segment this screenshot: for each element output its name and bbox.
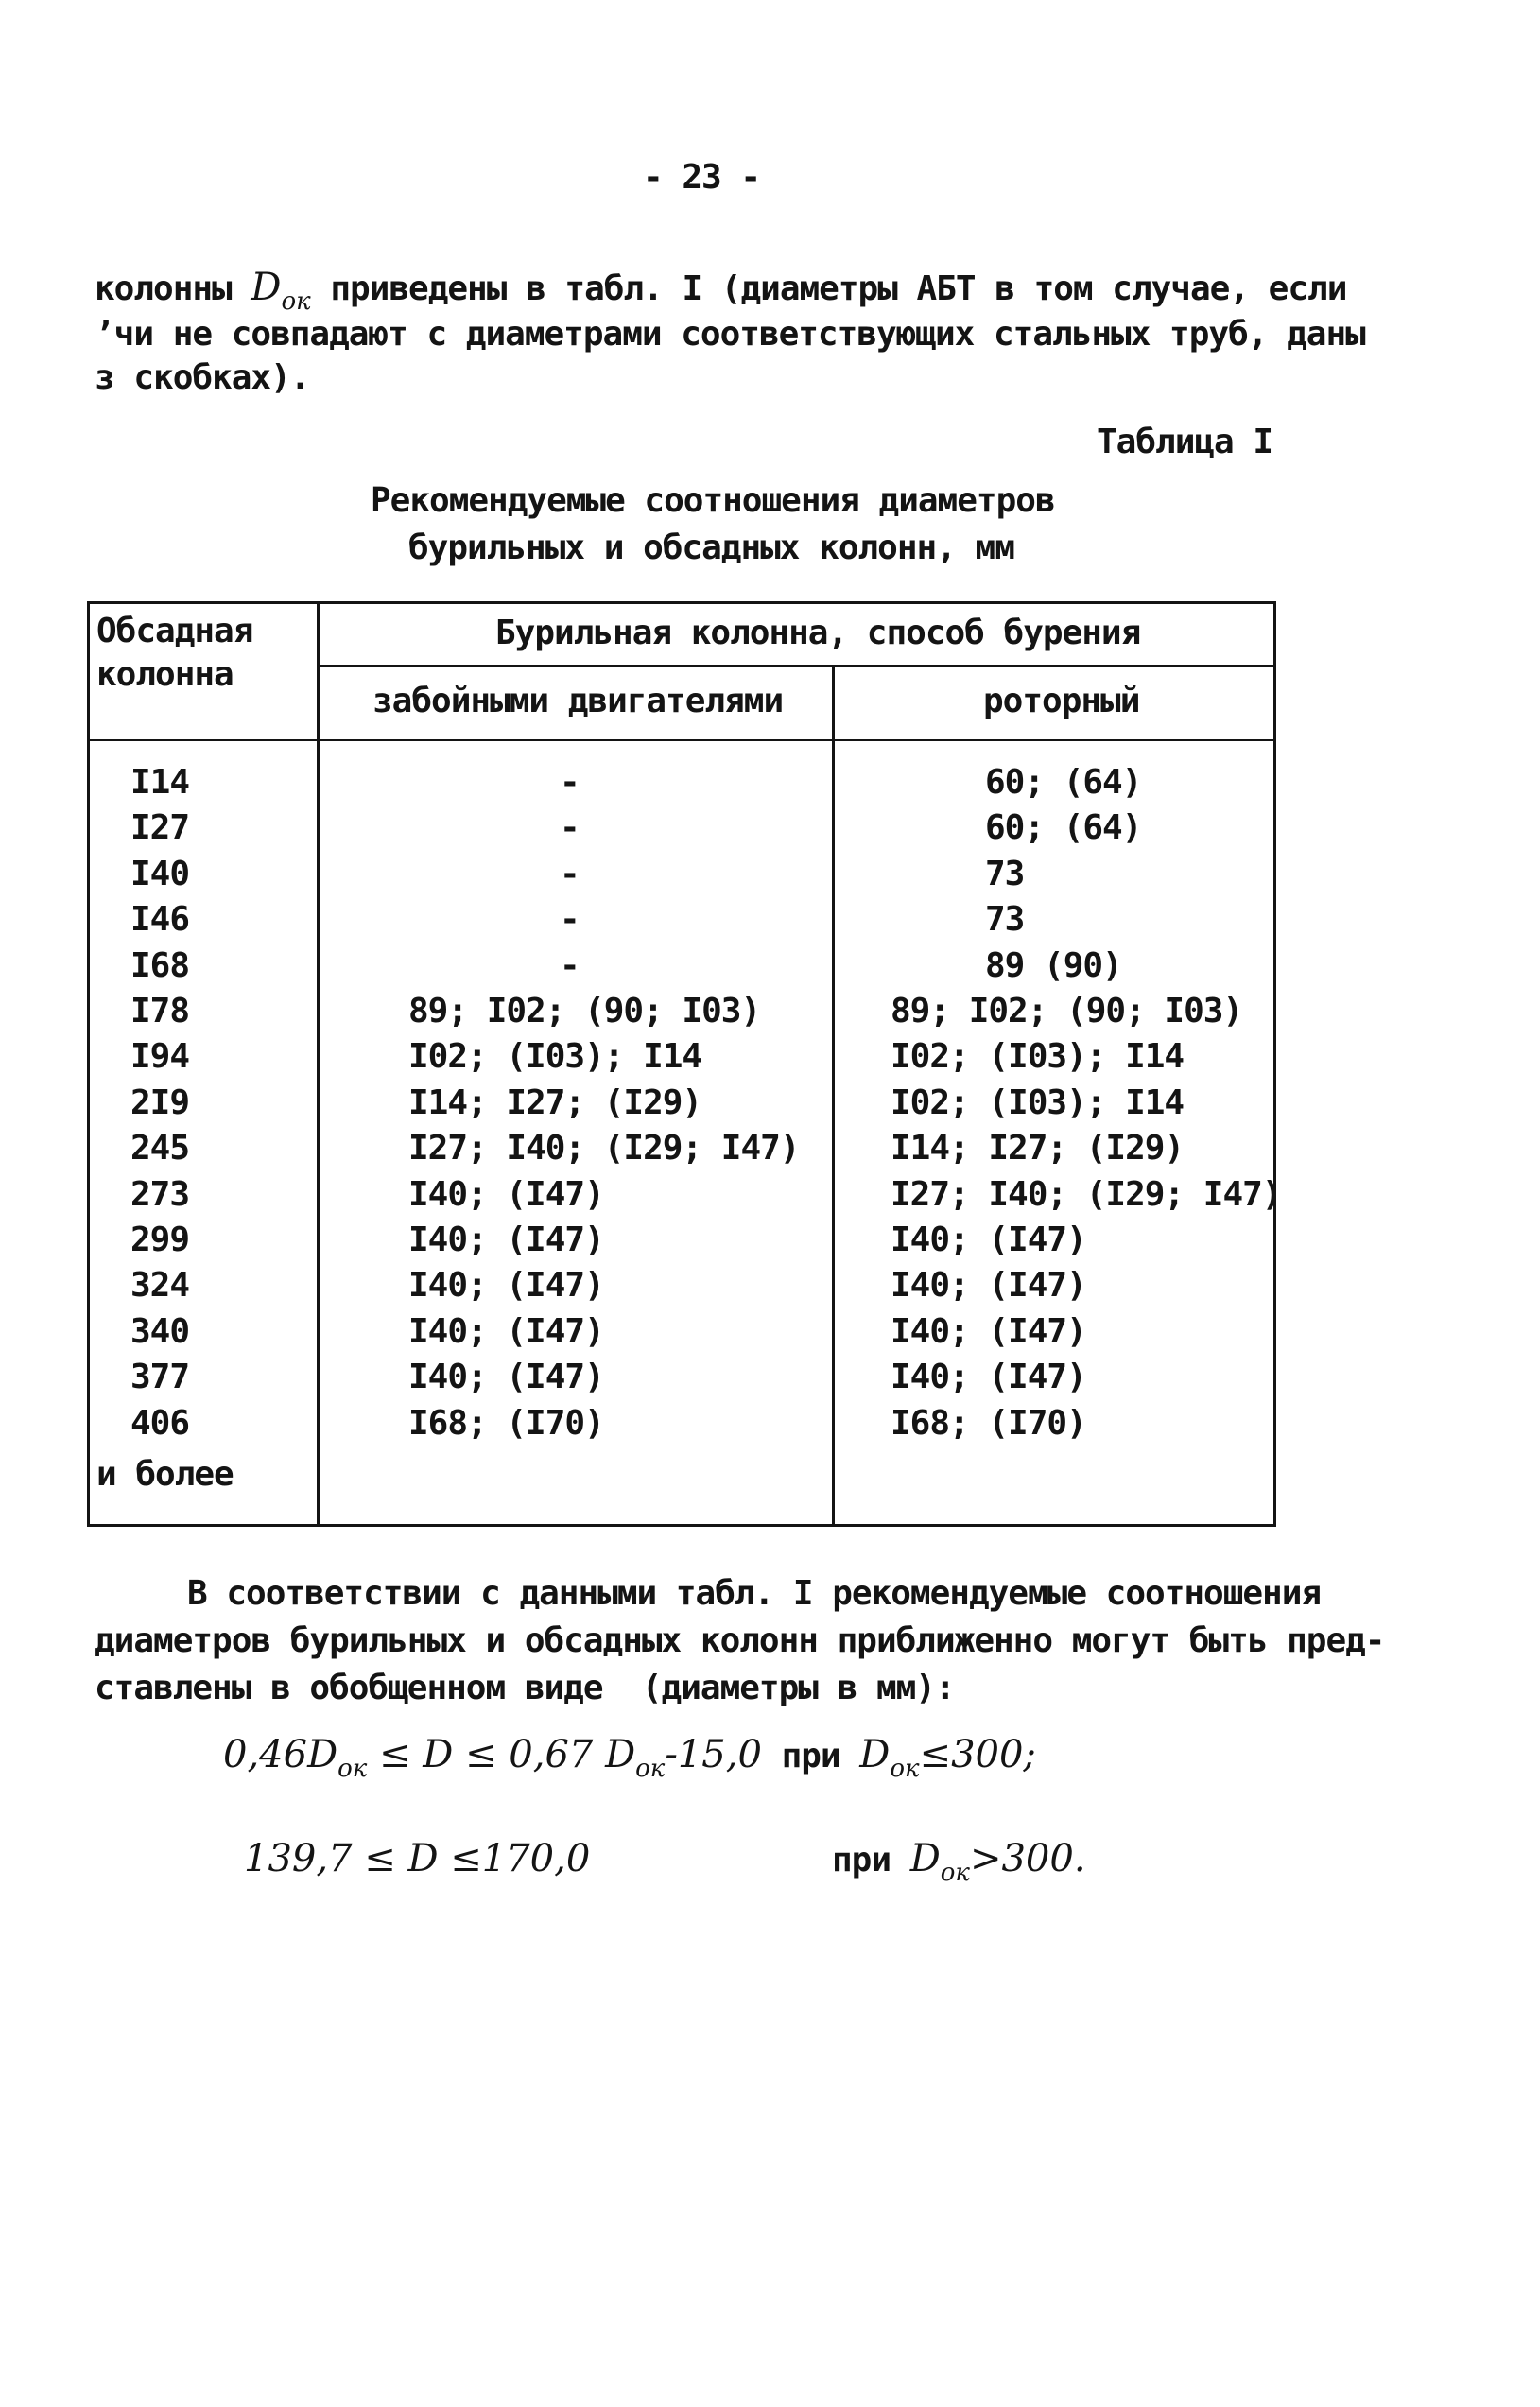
cell-downhole: I40; (I47) <box>408 1266 604 1306</box>
cell-downhole: I27; I40; (I29; I47) <box>408 1129 800 1169</box>
table-border-bottom <box>87 1524 1276 1527</box>
cell-rotary: I40; (I47) <box>891 1221 1086 1259</box>
table-label: Таблица I <box>1097 423 1273 461</box>
cell-rotary: 73 <box>985 900 1025 940</box>
cell-downhole: I40; (I47) <box>408 1221 604 1259</box>
conclusion-line-1: В соответствии с данными табл. I рекомендуемые соотношения <box>187 1574 1322 1613</box>
cell-downhole: 89; I02; (90; I03) <box>408 992 761 1030</box>
header-casing-line-2: колонна <box>96 655 234 694</box>
cell-rotary: I40; (I47) <box>891 1311 1086 1351</box>
cell-casing: 377 <box>130 1358 190 1397</box>
cell-rotary: I14; I27; (I29) <box>891 1129 1185 1169</box>
cell-rotary: I02; (I03); I14 <box>891 1082 1185 1122</box>
intro-line-1: колонны $D_{ок}$ приведены в табл. I (диаметры АБТ в том случае, если <box>95 266 1347 316</box>
cell-rotary: I40; (I47) <box>891 1358 1086 1397</box>
cell-downhole: I68; (I70) <box>408 1403 604 1443</box>
formula-1: $0,46D_{ок} \le D \le 0,67$ $D_{ок}-15,0$ при $D_{ок}\le 300$; <box>223 1733 1036 1783</box>
cell-rotary: I40; (I47) <box>891 1266 1086 1306</box>
cell-downhole: I40; (I47) <box>408 1311 604 1351</box>
table-header-divider-1 <box>317 665 1276 667</box>
header-rotary: роторный <box>983 682 1140 720</box>
cell-rotary: 73 <box>985 854 1025 893</box>
cell-downhole: I40; (I47) <box>408 1358 604 1397</box>
cell-rotary: 89; I02; (90; I03) <box>891 992 1243 1030</box>
conclusion-line-3: ставлены в обобщенном виде (диаметры в мм): <box>95 1669 955 1707</box>
formula-2-left: 139,7 ≤ D ≤170,0 <box>244 1837 591 1880</box>
cell-casing: I78 <box>130 992 190 1030</box>
formula-2-right: при $D_{ок}>300$. <box>832 1837 1086 1887</box>
intro-line-3: з скобках). <box>95 358 310 397</box>
cell-casing: 245 <box>130 1129 190 1169</box>
cell-rotary: I68; (I70) <box>891 1403 1086 1443</box>
header-drill-string: Бурильная колонна, способ бурения <box>495 614 1141 652</box>
conclusion-line-2: диаметров бурильных и обсадных колонн приближенно могут быть пред- <box>95 1621 1385 1660</box>
cell-rotary: 89 (90) <box>985 945 1122 985</box>
cell-rotary: I02; (I03); I14 <box>891 1037 1185 1077</box>
cell-downhole: I40; (I47) <box>408 1174 604 1214</box>
cell-downhole: - <box>560 808 580 848</box>
cell-downhole: - <box>560 900 580 940</box>
cell-casing: 340 <box>130 1311 190 1351</box>
header-casing-line-1: Обсадная <box>96 612 253 650</box>
cell-downhole: I14; I27; (I29) <box>408 1082 702 1122</box>
cell-casing: I27 <box>130 808 190 848</box>
cell-casing: 299 <box>130 1221 190 1259</box>
cell-casing: I68 <box>130 945 190 985</box>
cell-casing: I46 <box>130 900 190 940</box>
cell-casing: I40 <box>130 854 190 893</box>
casing-note: и более <box>96 1455 234 1494</box>
cell-downhole: - <box>560 945 580 985</box>
cell-downhole: - <box>560 763 580 802</box>
cell-downhole: I02; (I03); I14 <box>408 1037 702 1077</box>
diameter-table <box>87 601 1282 1528</box>
cell-casing: 406 <box>130 1403 190 1443</box>
cell-casing: 273 <box>130 1174 190 1214</box>
intro-line-2: ’чи не совпадают с диаметрами соответствующих стальных труб, даны <box>95 315 1365 354</box>
cell-casing: 324 <box>130 1266 190 1306</box>
table-col-divider-2 <box>832 666 835 1527</box>
table-caption-line-2: бурильных и обсадных колонн, мм <box>408 528 1014 567</box>
cell-casing: 2I9 <box>130 1082 190 1122</box>
cell-rotary: I27; I40; (I29; I47) <box>891 1174 1282 1214</box>
table-caption-line-1: Рекомендуемые соотношения диаметров <box>371 481 1055 520</box>
header-downhole-motors: забойными двигателями <box>372 682 784 720</box>
table-border-top <box>87 601 1276 604</box>
page-number: - 23 - <box>643 158 761 197</box>
cell-casing: I94 <box>130 1037 190 1077</box>
cell-rotary: 60; (64) <box>985 808 1142 848</box>
cell-rotary: 60; (64) <box>985 763 1142 802</box>
table-header-divider-2 <box>87 739 1276 741</box>
cell-casing: I14 <box>130 763 190 802</box>
cell-downhole: - <box>560 854 580 893</box>
